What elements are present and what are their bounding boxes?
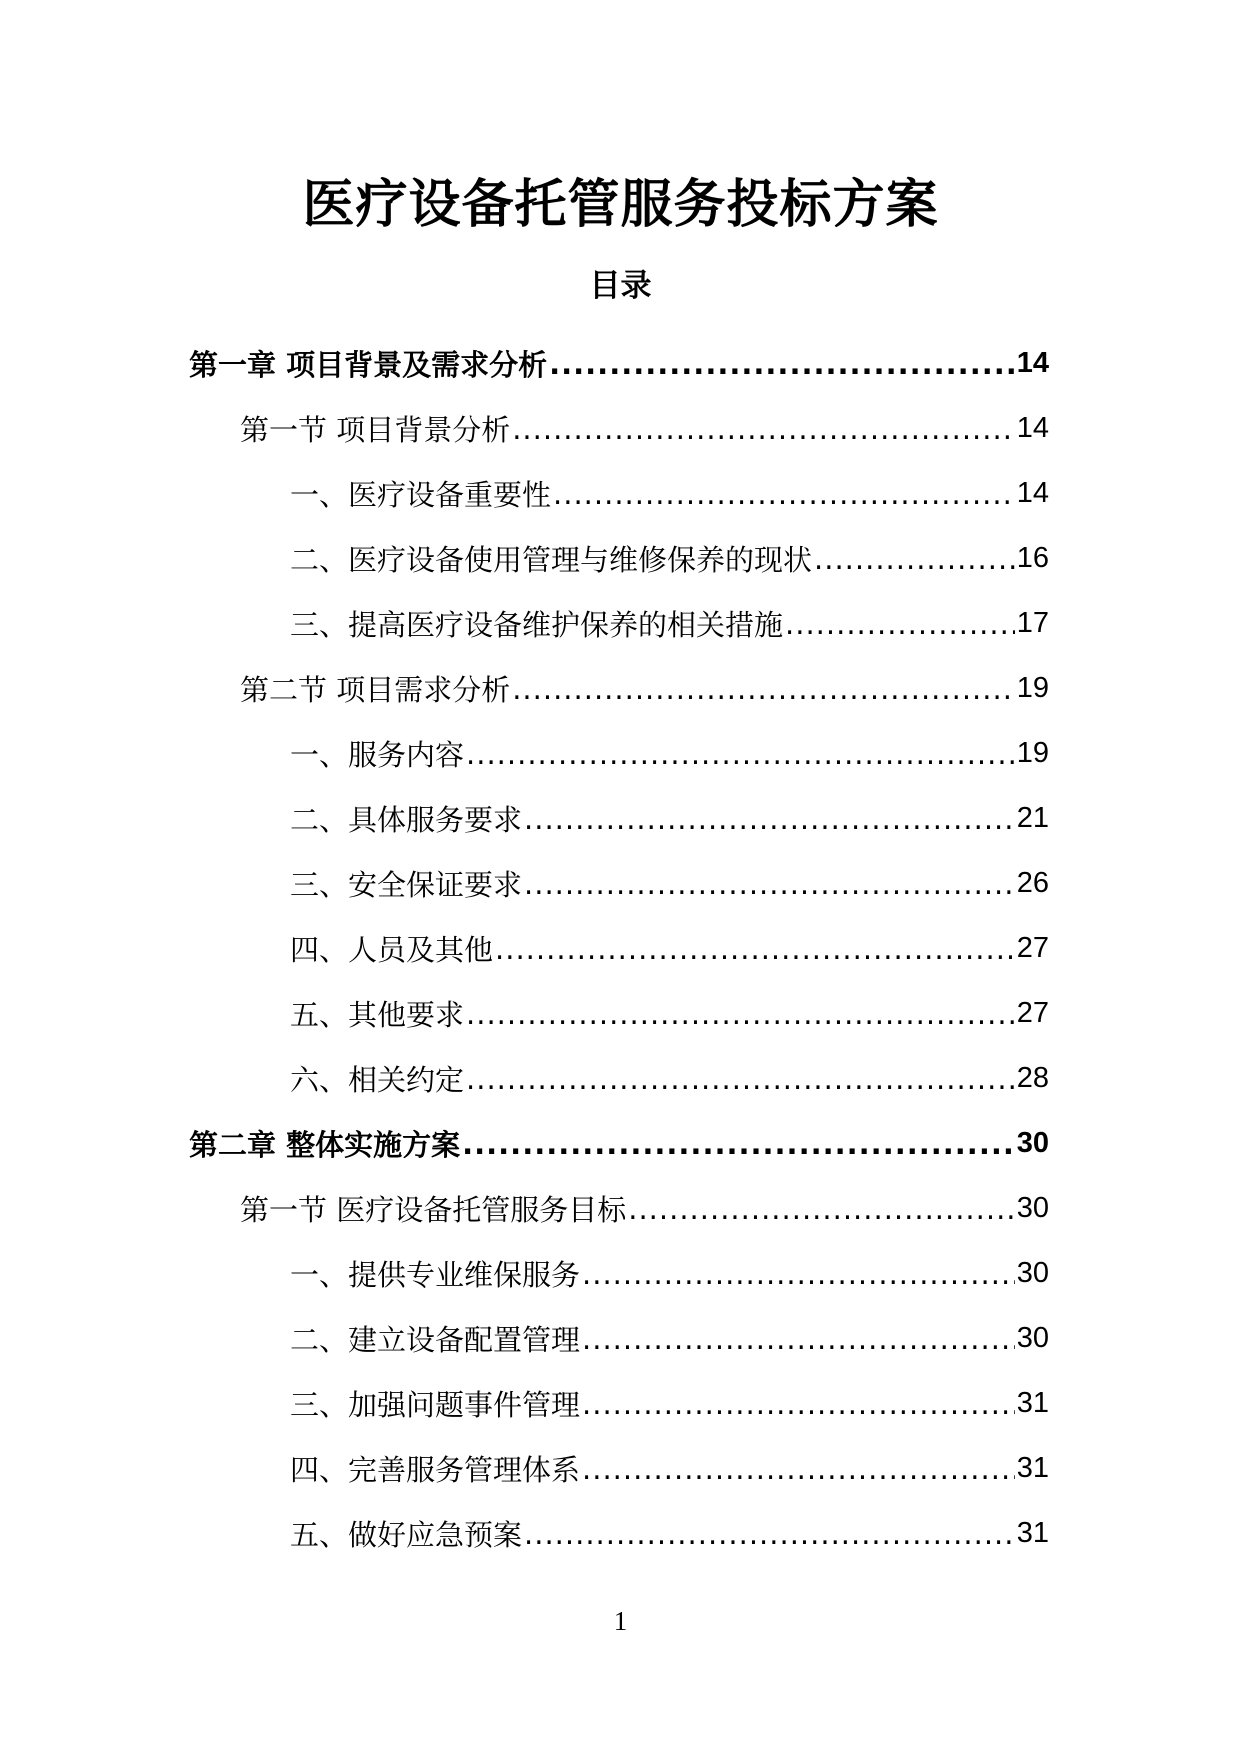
toc-dot-leader (628, 1192, 1015, 1226)
toc-entry-page: 17 (1016, 607, 1049, 639)
toc-entry-title: 三、提高医疗设备维护保养的相关措施 (290, 608, 784, 642)
toc-entry-page: 31 (1016, 1387, 1049, 1419)
toc-entry-title: 一、提供专业维保服务 (290, 1258, 581, 1292)
toc-entry-title: 第二节 项目需求分析 (240, 673, 511, 707)
toc-entry-page: 14 (1016, 477, 1049, 509)
toc-entry-page: 19 (1016, 737, 1049, 769)
toc-entry-title: 第一节 项目背景分析 (240, 413, 511, 447)
toc-entry-title: 五、做好应急预案 (290, 1518, 523, 1552)
toc-entry-title: 第一节 医疗设备托管服务目标 (240, 1193, 627, 1227)
toc-entry[interactable] (0, 786, 1241, 851)
toc-dot-leader (582, 1257, 1015, 1291)
toc-entry-page: 26 (1016, 867, 1049, 899)
toc-entry[interactable] (0, 916, 1241, 981)
toc-entry-page: 14 (1016, 347, 1049, 379)
toc-entry-page: 31 (1016, 1517, 1049, 1549)
toc-entry[interactable] (0, 851, 1241, 916)
toc-entry[interactable] (0, 1371, 1241, 1436)
toc-entry-title: 四、完善服务管理体系 (290, 1453, 581, 1487)
toc-dot-leader (512, 672, 1015, 706)
toc-entry[interactable] (0, 1306, 1241, 1371)
toc-entry-title: 一、服务内容 (290, 738, 465, 772)
toc-dot-leader (524, 1517, 1015, 1551)
toc-entry-title: 一、医疗设备重要性 (290, 478, 552, 512)
toc-heading: 目录 (589, 268, 652, 304)
toc-entry[interactable] (0, 656, 1241, 721)
toc-entry-page: 27 (1016, 932, 1049, 964)
toc-entry[interactable] (0, 396, 1241, 461)
toc-entry[interactable] (0, 331, 1241, 396)
toc-entry-page: 30 (1016, 1322, 1049, 1354)
toc-entry-title: 五、其他要求 (290, 998, 465, 1032)
toc-dot-leader (814, 542, 1015, 576)
toc-dot-leader (462, 1127, 1015, 1161)
toc-entry[interactable] (0, 526, 1241, 591)
toc-dot-leader (495, 932, 1015, 966)
toc-entry-page: 30 (1016, 1257, 1049, 1289)
toc-entry[interactable] (0, 1436, 1241, 1501)
toc-entry[interactable] (0, 1501, 1241, 1566)
toc-dot-leader (466, 1062, 1015, 1096)
toc-dot-leader (524, 802, 1015, 836)
document-title: 医疗设备托管服务投标方案 (302, 175, 939, 235)
toc-entry[interactable] (0, 591, 1241, 656)
toc-dot-leader (553, 477, 1015, 511)
toc-dot-leader (512, 412, 1015, 446)
toc-entry-title: 二、建立设备配置管理 (290, 1323, 581, 1357)
toc-entry-title: 四、人员及其他 (290, 933, 494, 967)
table-of-contents (0, 331, 1241, 1566)
toc-entry-title: 第二章 整体实施方案 (189, 1128, 461, 1162)
toc-entry-page: 30 (1016, 1127, 1049, 1159)
toc-entry-title: 三、加强问题事件管理 (290, 1388, 581, 1422)
toc-entry-title: 二、医疗设备使用管理与维修保养的现状 (290, 543, 813, 577)
toc-entry[interactable] (0, 1111, 1241, 1176)
toc-entry-page: 21 (1016, 802, 1049, 834)
toc-entry-title: 六、相关约定 (290, 1063, 465, 1097)
toc-entry[interactable] (0, 981, 1241, 1046)
toc-entry-title: 二、具体服务要求 (290, 803, 523, 837)
toc-dot-leader (524, 867, 1015, 901)
toc-entry[interactable] (0, 1241, 1241, 1306)
toc-entry-page: 16 (1016, 542, 1049, 574)
toc-entry-page: 28 (1016, 1062, 1049, 1094)
toc-entry[interactable] (0, 721, 1241, 786)
toc-dot-leader (582, 1452, 1015, 1486)
toc-dot-leader (582, 1322, 1015, 1356)
toc-dot-leader (466, 997, 1015, 1031)
toc-entry[interactable] (0, 461, 1241, 526)
toc-entry-page: 27 (1016, 997, 1049, 1029)
toc-entry-page: 30 (1016, 1192, 1049, 1224)
toc-entry-title: 三、安全保证要求 (290, 868, 523, 902)
toc-entry-title: 第一章 项目背景及需求分析 (189, 348, 548, 382)
toc-dot-leader (785, 607, 1015, 641)
toc-dot-leader (582, 1387, 1015, 1421)
toc-entry[interactable] (0, 1046, 1241, 1111)
toc-dot-leader (466, 737, 1015, 771)
toc-entry-page: 19 (1016, 672, 1049, 704)
page-number: 1 (613, 1606, 628, 1636)
toc-entry[interactable] (0, 1176, 1241, 1241)
toc-entry-page: 31 (1016, 1452, 1049, 1484)
toc-entry-page: 14 (1016, 412, 1049, 444)
toc-dot-leader (549, 347, 1015, 381)
